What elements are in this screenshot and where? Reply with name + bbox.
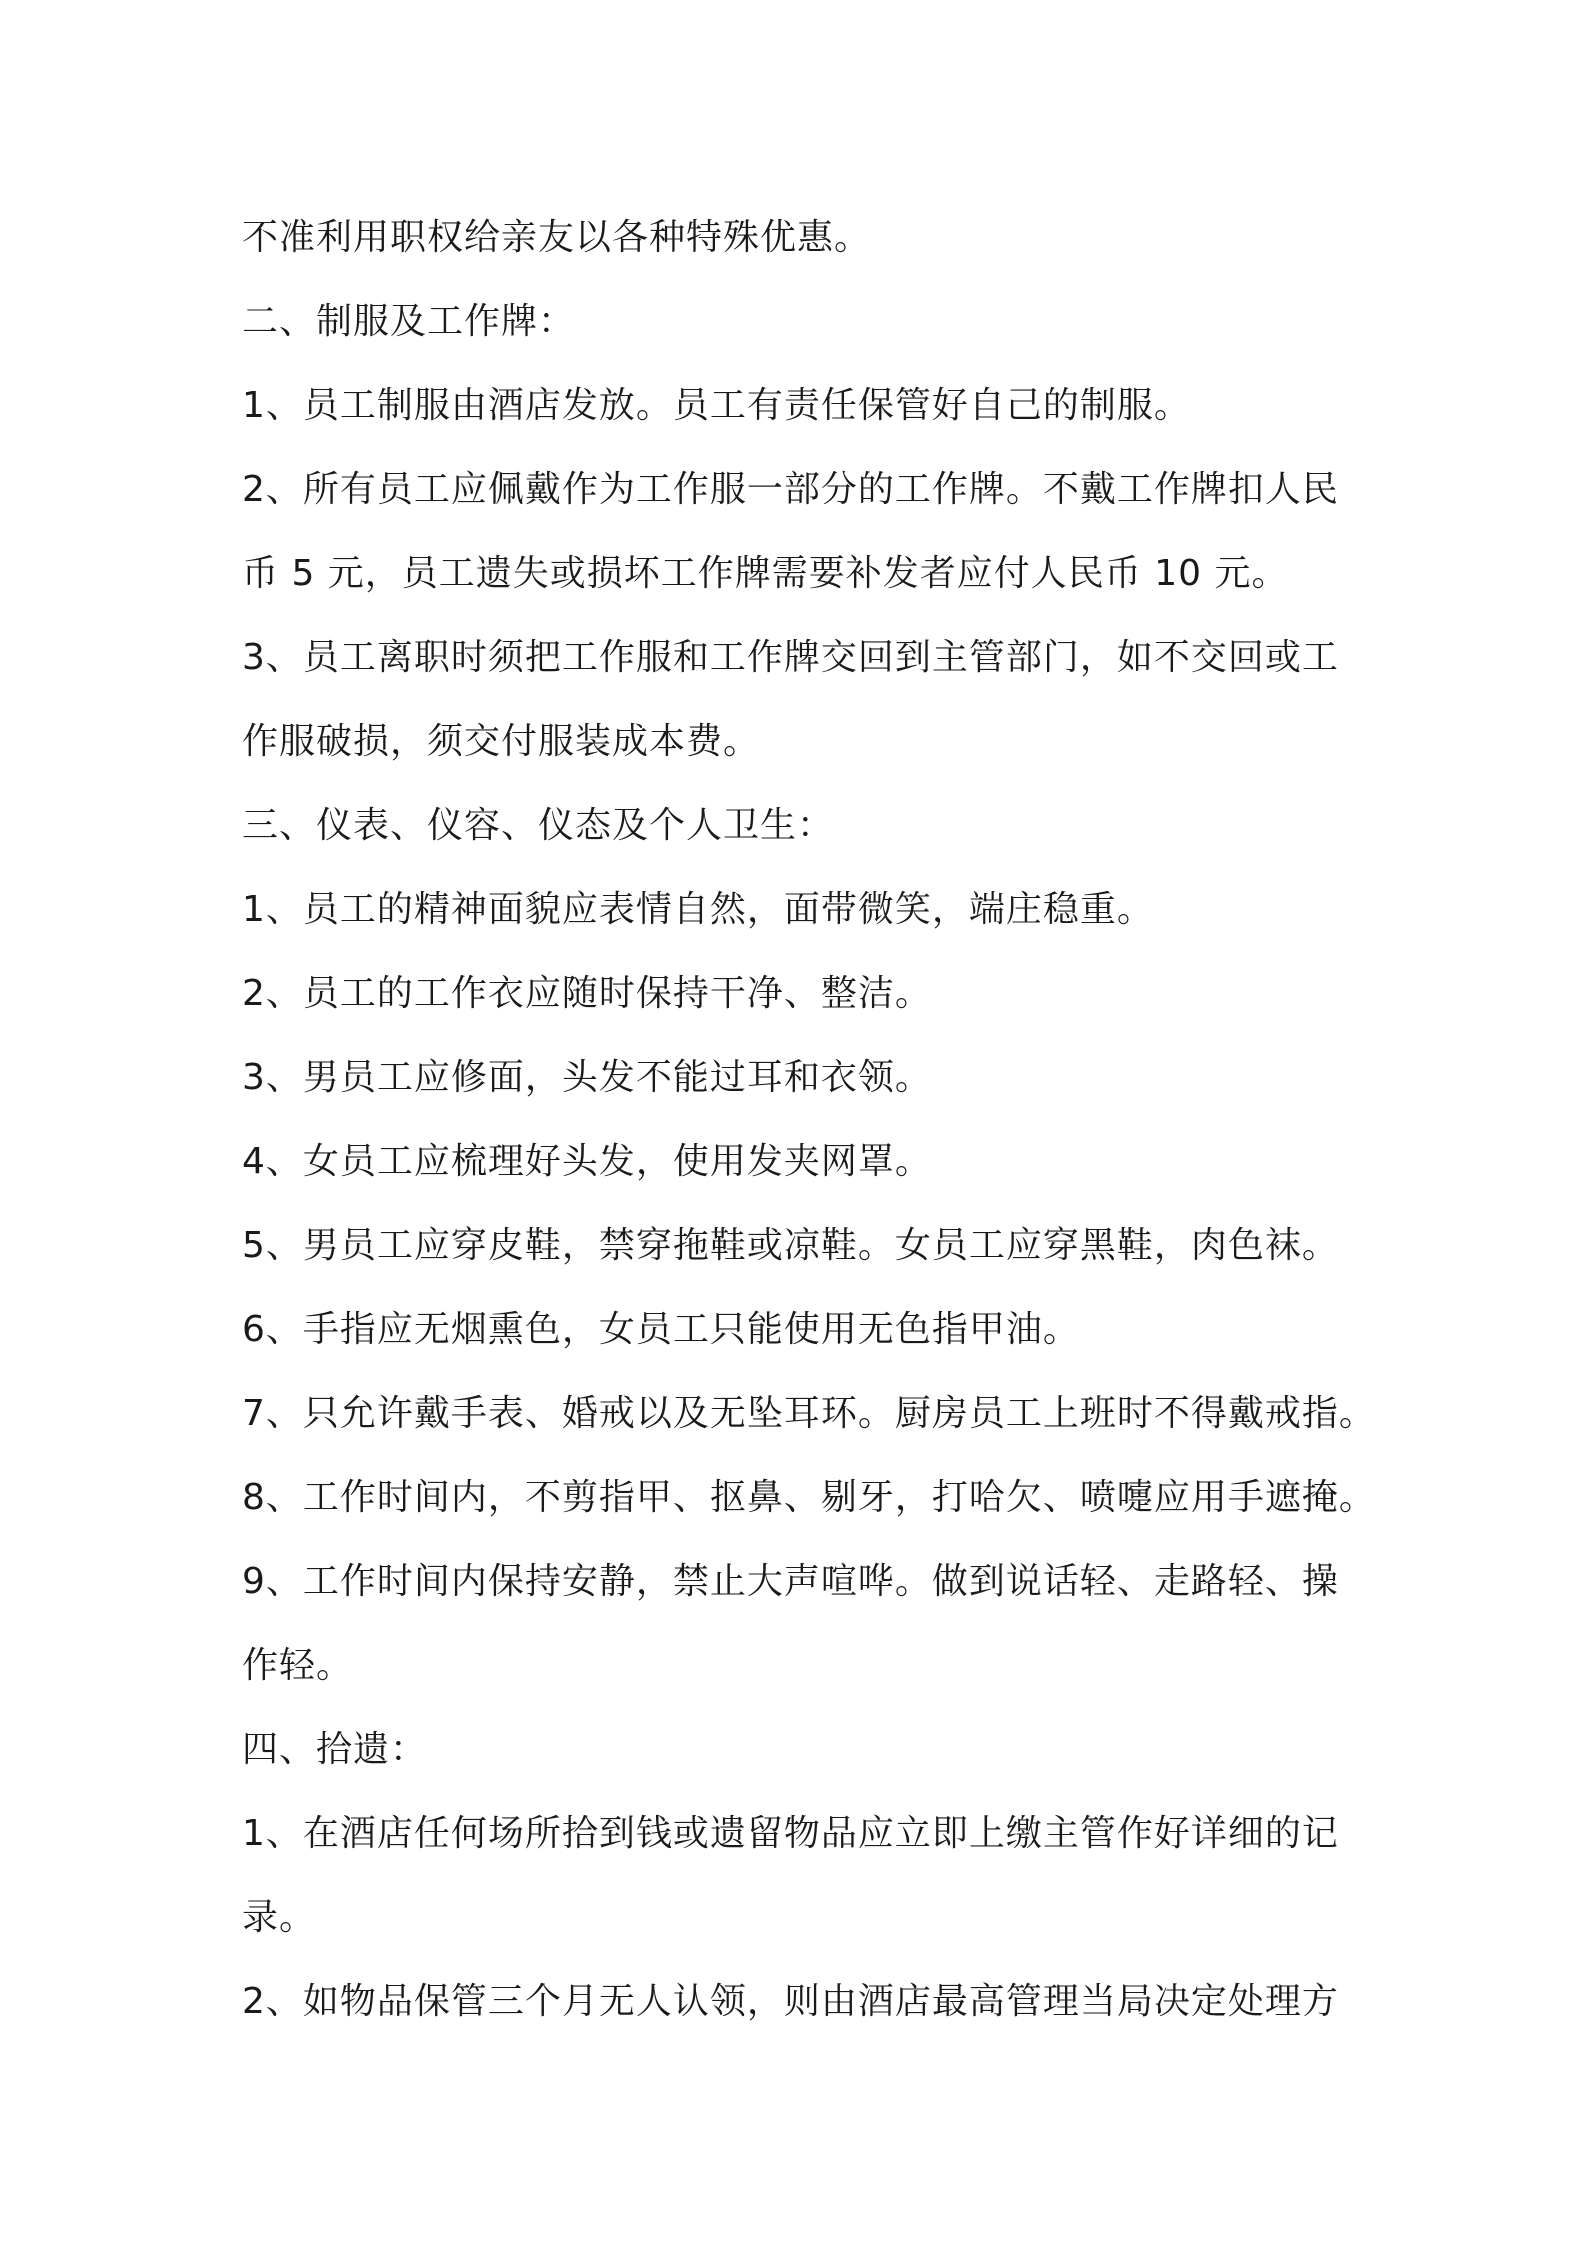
- paragraph-line: 币 5 元，员工遗失或损坏工作牌需要补发者应付人民币 10 元。: [242, 553, 1289, 594]
- paragraph-line: 3、员工离职时须把工作服和工作牌交回到主管部门，如不交回或工: [242, 637, 1339, 678]
- paragraph-line: 2、员工的工作衣应随时保持干净、整洁。: [242, 973, 932, 1014]
- paragraph-line: 不准利用职权给亲友以各种特殊优惠。: [242, 217, 872, 258]
- paragraph-line: 6、手指应无烟熏色，女员工只能使用无色指甲油。: [242, 1309, 1080, 1350]
- section-heading-uniform: 二、制服及工作牌：: [242, 301, 576, 342]
- paragraph-line: 9、工作时间内保持安静，禁止大声喧哗。做到说话轻、走路轻、操: [242, 1561, 1339, 1602]
- paragraph-line: 4、女员工应梳理好头发，使用发夹网罩。: [242, 1141, 932, 1182]
- section-heading-lost-found: 四、拾遗：: [242, 1729, 428, 1770]
- paragraph-line: 1、员工的精神面貌应表情自然，面带微笑，端庄稳重。: [242, 889, 1154, 930]
- paragraph-line: 8、工作时间内，不剪指甲、抠鼻、剔牙，打哈欠、喷嚏应用手遮掩。: [242, 1477, 1376, 1518]
- paragraph-line: 作服破损，须交付服装成本费。: [242, 721, 761, 762]
- document-body: [242, 196, 1392, 2044]
- paragraph-line: 5、男员工应穿皮鞋，禁穿拖鞋或凉鞋。女员工应穿黑鞋，肉色袜。: [242, 1225, 1339, 1266]
- section-heading-appearance: 三、仪表、仪容、仪态及个人卫生：: [242, 805, 835, 846]
- paragraph-line: 1、在酒店任何场所拾到钱或遗留物品应立即上缴主管作好详细的记: [242, 1813, 1339, 1854]
- paragraph-line: 作轻。: [242, 1645, 354, 1686]
- paragraph-line: 3、男员工应修面，头发不能过耳和衣领。: [242, 1057, 932, 1098]
- paragraph-line: 2、所有员工应佩戴作为工作服一部分的工作牌。不戴工作牌扣人民: [242, 469, 1339, 510]
- paragraph-line: 7、只允许戴手表、婚戒以及无坠耳环。厨房员工上班时不得戴戒指。: [242, 1393, 1376, 1434]
- paragraph-line: 录。: [242, 1897, 317, 1938]
- paragraph-line: 1、员工制服由酒店发放。员工有责任保管好自己的制服。: [242, 385, 1191, 426]
- paragraph-line: 2、如物品保管三个月无人认领，则由酒店最高管理当局决定处理方: [242, 1981, 1339, 2022]
